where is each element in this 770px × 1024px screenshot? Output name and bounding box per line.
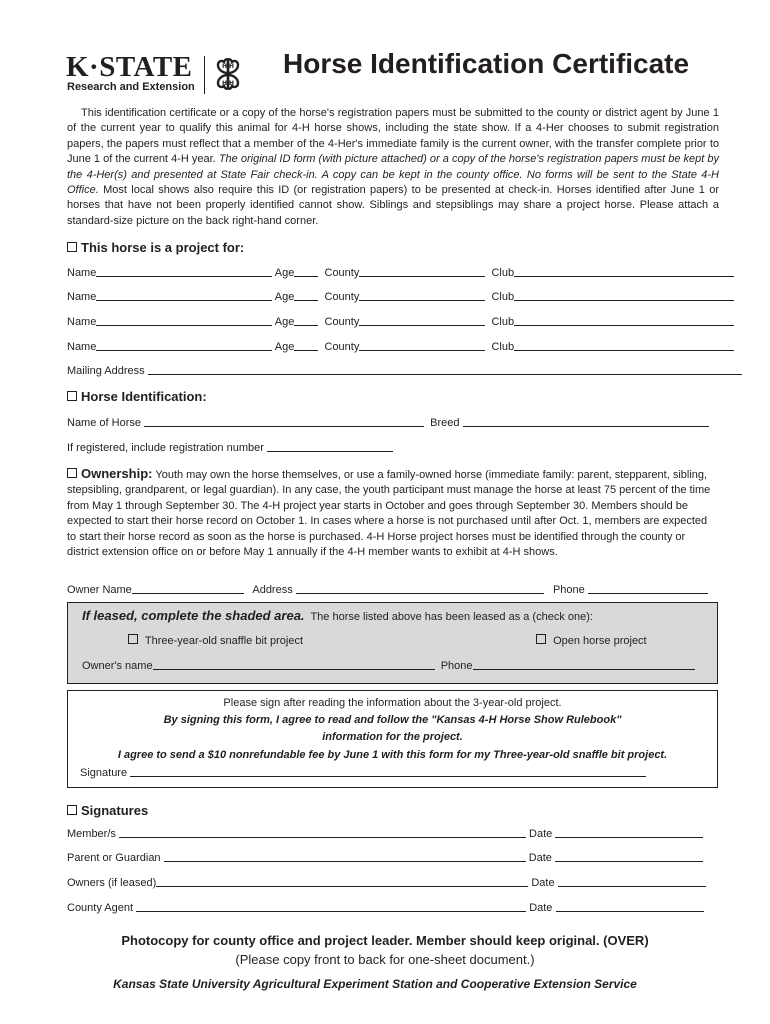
- leased-heading: If leased, complete the shaded area.: [82, 608, 305, 623]
- leased-section: [67, 602, 718, 684]
- date-label: Date: [529, 902, 553, 914]
- age-label: Age: [274, 267, 295, 279]
- date-field[interactable]: [555, 851, 703, 862]
- signature-field[interactable]: [136, 901, 526, 912]
- project-row-1: [67, 266, 734, 279]
- three-year-signature-box: [67, 690, 718, 788]
- county-field[interactable]: [359, 290, 485, 301]
- owner-name-field[interactable]: [132, 583, 244, 594]
- ownership-checkbox[interactable]: [67, 468, 77, 478]
- county-field[interactable]: [359, 340, 485, 351]
- owner-name-label: Owner Name: [67, 584, 132, 596]
- leased-text: The horse listed above has been leased as a (check one):: [310, 611, 593, 623]
- address-field[interactable]: [296, 583, 544, 594]
- signatures-checkbox[interactable]: [67, 805, 77, 815]
- three-year-label: Three-year-old snaffle bit project: [144, 635, 304, 647]
- name-label: Name: [67, 267, 97, 279]
- intro-paragraph: [67, 106, 719, 229]
- breed-label: Breed: [430, 417, 460, 429]
- name-label: Name: [67, 316, 97, 328]
- ownership-paragraph: [67, 466, 719, 560]
- leased-owner-field[interactable]: [153, 659, 435, 670]
- open-project-label: Open horse project: [553, 635, 647, 647]
- ownership-heading: Ownership:: [81, 466, 153, 481]
- registration-label: If registered, include registration number: [67, 442, 264, 454]
- county-label: County: [324, 267, 360, 279]
- svg-text:H: H: [229, 80, 235, 87]
- signature-label: County Agent: [67, 902, 134, 914]
- signature-label: Member/s: [67, 828, 116, 840]
- signbox-line3: information for the project.: [322, 731, 463, 743]
- name-field[interactable]: [96, 266, 272, 277]
- date-field[interactable]: [555, 827, 703, 838]
- signature-row-member: [67, 827, 703, 840]
- name-label: Name: [67, 341, 97, 353]
- age-label: Age: [274, 291, 295, 303]
- date-field[interactable]: [558, 876, 706, 887]
- leased-owner-row: [82, 659, 695, 672]
- name-field[interactable]: [96, 340, 272, 351]
- date-field[interactable]: [556, 901, 704, 912]
- age-field[interactable]: [294, 340, 318, 351]
- three-year-checkbox[interactable]: [128, 634, 138, 644]
- signature-row-owners: [67, 876, 706, 889]
- phone-field[interactable]: [588, 583, 708, 594]
- leased-phone-field[interactable]: [473, 659, 695, 670]
- age-label: Age: [274, 316, 295, 328]
- project-checkbox[interactable]: [67, 242, 77, 252]
- signbox-signature-field[interactable]: [130, 766, 646, 777]
- footer-photocopy-note: Photocopy for county office and project leader. Member should keep original. (OVER): [121, 933, 649, 948]
- mailing-row: [67, 364, 742, 377]
- name-field[interactable]: [96, 315, 272, 326]
- horse-name-row: [67, 416, 709, 429]
- signbox-line1: Please sign after reading the information about the 3-year-old project.: [223, 697, 562, 709]
- club-label: Club: [491, 267, 515, 279]
- leased-header: [82, 608, 593, 623]
- club-label: Club: [491, 316, 515, 328]
- svg-text:H: H: [229, 63, 235, 70]
- signature-row-agent: [67, 901, 704, 914]
- county-label: County: [324, 291, 360, 303]
- club-field[interactable]: [514, 290, 734, 301]
- open-project-checkbox[interactable]: [536, 634, 546, 644]
- address-label: Address: [252, 584, 293, 596]
- logo-divider: [204, 56, 205, 94]
- horse-name-field[interactable]: [144, 416, 424, 427]
- signature-label: Parent or Guardian: [67, 852, 161, 864]
- svg-text:H: H: [222, 63, 228, 70]
- logo-subtitle: Research and Extension: [67, 81, 195, 93]
- page-title: Horse Identification Certificate: [283, 48, 690, 79]
- signatures-heading-text: Signatures: [81, 803, 149, 818]
- name-label: Name: [67, 291, 97, 303]
- name-field[interactable]: [96, 290, 272, 301]
- svg-text:H: H: [222, 80, 228, 87]
- county-field[interactable]: [359, 315, 485, 326]
- registration-field[interactable]: [267, 441, 393, 452]
- footer-institution: Kansas State University Agricultural Experiment Station and Cooperative Extension Service: [113, 977, 637, 991]
- project-heading: [67, 240, 244, 255]
- signature-field[interactable]: [156, 876, 528, 887]
- signatures-heading: [67, 803, 148, 818]
- county-label: County: [324, 316, 360, 328]
- mailing-label: Mailing Address: [67, 365, 145, 377]
- club-label: Club: [491, 341, 515, 353]
- phone-label: Phone: [552, 584, 585, 596]
- project-heading-text: This horse is a project for:: [81, 240, 245, 255]
- club-field[interactable]: [514, 315, 734, 326]
- signbox-line2: By signing this form, I agree to read and follow the "Kansas 4-H Horse Show Rulebook": [163, 714, 622, 726]
- club-field[interactable]: [514, 340, 734, 351]
- signature-field[interactable]: [119, 827, 526, 838]
- kstate-logo: K·STATE: [66, 51, 193, 83]
- county-field[interactable]: [359, 266, 485, 277]
- date-label: Date: [531, 877, 555, 889]
- horse-name-label: Name of Horse: [67, 417, 141, 429]
- leased-phone-label: Phone: [440, 660, 473, 672]
- owner-row: [67, 583, 708, 596]
- horse-id-heading-text: Horse Identification:: [81, 389, 207, 404]
- signbox-signature-row: [80, 766, 646, 779]
- club-label: Club: [491, 291, 515, 303]
- age-field[interactable]: [294, 266, 318, 277]
- horse-id-heading: [67, 389, 207, 404]
- lease-option-open[interactable]: [536, 634, 647, 647]
- age-field[interactable]: [294, 290, 318, 301]
- intro-text-2: Most local shows also require this ID (or registration papers) to be presented at check-in. Horses identified after June 1 or horses that have not been properly identified cannot show. Siblings and stepsiblings may share a project horse. Please attach a standard-size picture on the back right-hand corner.: [67, 184, 719, 227]
- lease-option-three-year[interactable]: [128, 634, 303, 647]
- horse-id-checkbox[interactable]: [67, 391, 77, 401]
- date-label: Date: [529, 828, 553, 840]
- signbox-line4: I agree to send a $10 nonrefundable fee by June 1 with this form for my Three-year-old snaffle bit project.: [117, 749, 668, 761]
- signbox-signature-label: Signature: [80, 767, 128, 779]
- four-h-clover-icon: [210, 56, 246, 92]
- county-label: County: [324, 341, 360, 353]
- signature-field[interactable]: [164, 851, 526, 862]
- signature-row-parent: [67, 851, 703, 864]
- intro-italic: The original ID form (with picture attached) or a copy of the horse's registration papers must be kept by the 4-Her(s) and presented at State Fair check-in. A copy can be kept in the county office. No forms will be sent to the State 4-H Office.: [67, 153, 720, 197]
- project-row-4: [67, 340, 734, 353]
- registration-row: [67, 441, 393, 454]
- footer-copy-note: (Please copy front to back for one-sheet document.): [235, 952, 535, 967]
- project-row-2: [67, 290, 734, 303]
- project-row-3: [67, 315, 734, 328]
- mailing-field[interactable]: [148, 364, 742, 375]
- date-label: Date: [528, 852, 552, 864]
- leased-owner-label: Owner's name: [82, 660, 153, 672]
- age-label: Age: [274, 341, 295, 353]
- club-field[interactable]: [514, 266, 734, 277]
- breed-field[interactable]: [463, 416, 709, 427]
- ownership-text: Youth may own the horse themselves, or use a family-owned horse (immediate family: parent, stepparent, sibling, stepsibling, grandparent, or legal guardian). In any case, the youth participant must manage the horse at least 75 percent of the time from May 1 through September 30. The 4-H project year starts in October and goes through September 30. Members should be expected to start their horse record on October 1. In cases where a horse is not purchased until after Oct. 1, members are expected to start their horse record as soon as the horse is purchased. 4-H Horse project horses must be identified through the county or district extension office on or before May 1 annually if the 4-H member wants to exhibit at 4-H shows.: [67, 469, 711, 559]
- signature-label: Owners (if leased): [67, 877, 157, 889]
- age-field[interactable]: [294, 315, 318, 326]
- intro-text-1: This identification certificate or a copy of the horse's registration papers must be submitted to the county or district agent by June 1 of the current year to qualify this animal for 4-H horse shows, including the state show. If a 4-Her chooses to submit registration papers, the papers must reflect that a member of the 4-Her's immediate family is the current owner, with the transfer complete prior to June 1 of the current 4-H year.: [67, 107, 719, 166]
